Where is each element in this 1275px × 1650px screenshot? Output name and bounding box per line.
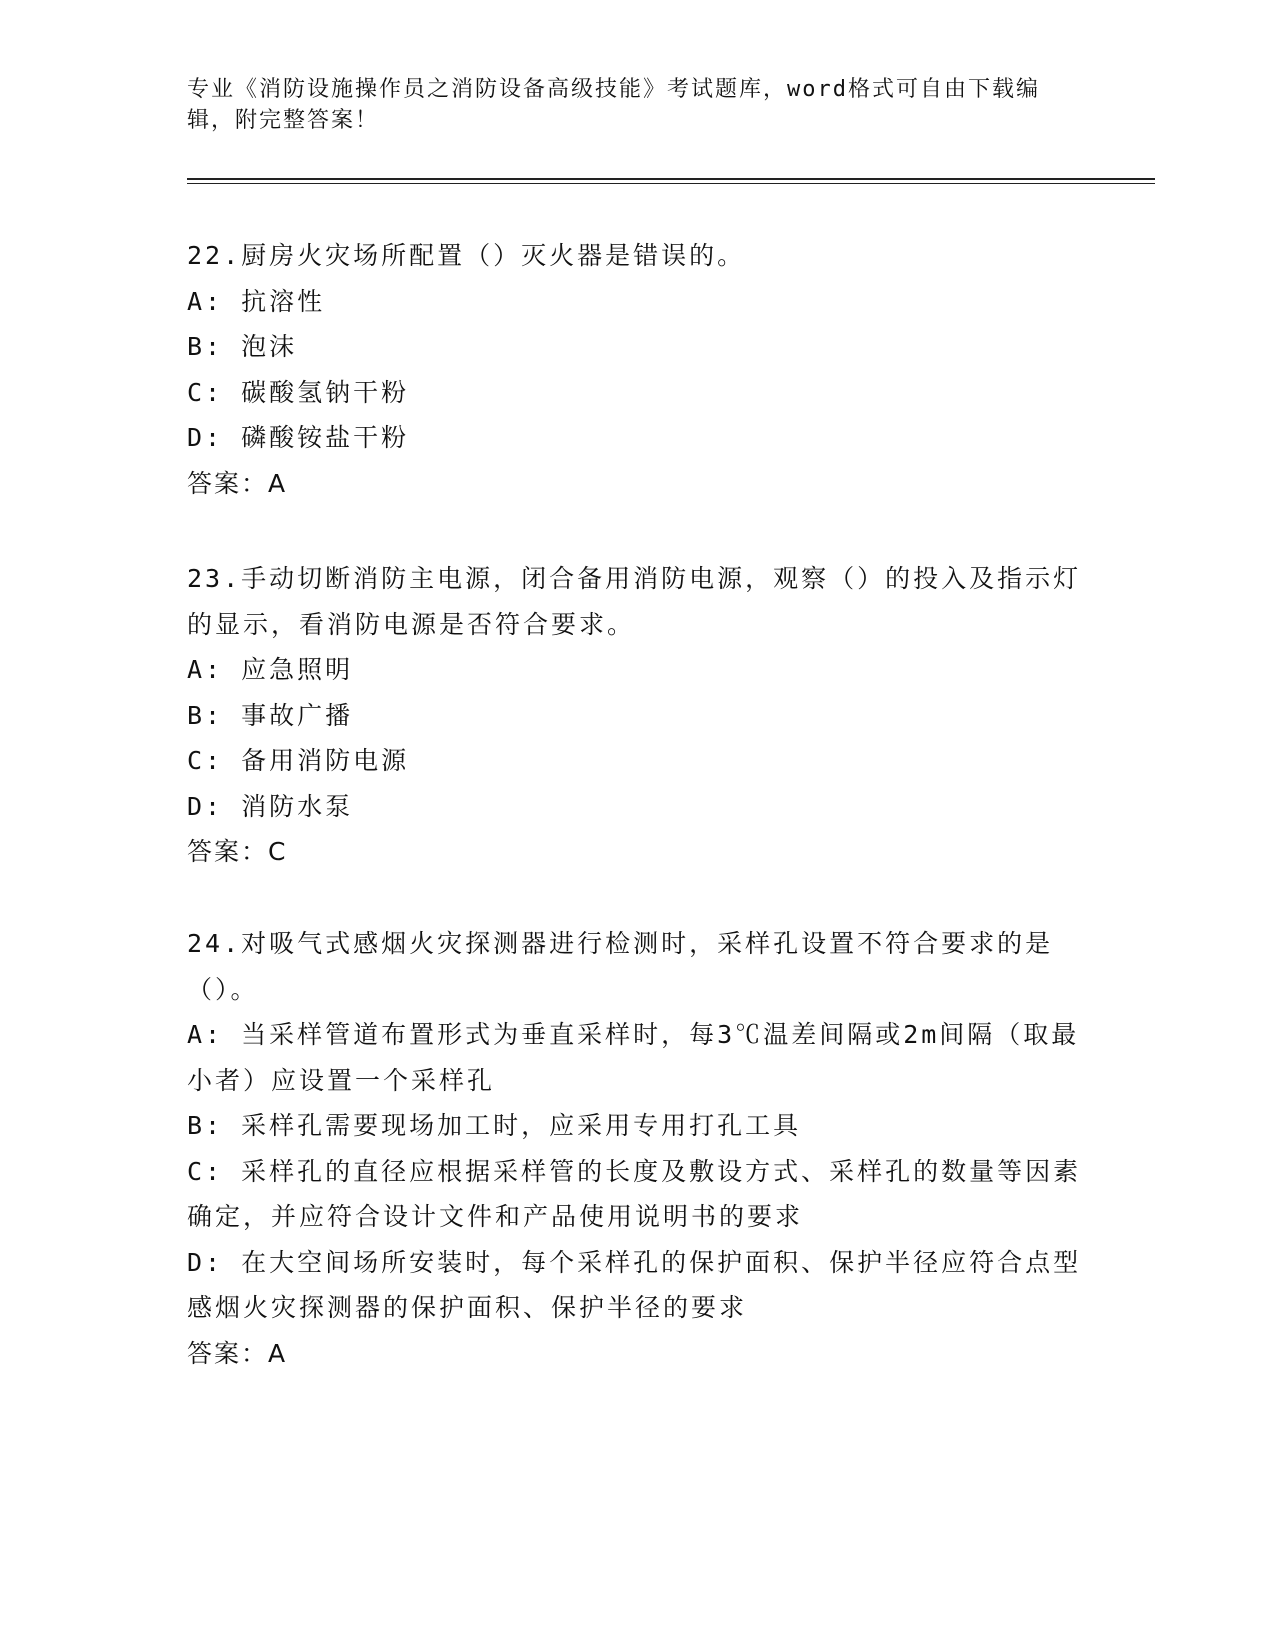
option-d: D: 消防水泵 (187, 791, 354, 821)
header-divider-thick (187, 178, 1155, 180)
answer-line: 答案：A (187, 1338, 288, 1368)
option-b: B: 事故广播 (187, 700, 354, 730)
option-a: A: 应急照明 (187, 655, 354, 684)
option-d: D: 磷酸铵盐干粉 (187, 423, 410, 452)
question-24 (187, 921, 1087, 1376)
question-23 (187, 556, 1087, 875)
option-d: D: 在大空间场所安装时，每个采样孔的保护面积、保护半径应符合点型感烟火灾探测器的保护面积、保护半径的要求 (187, 1247, 1082, 1322)
question-stem: 24.对吸气式感烟火灾探测器进行检测时，采样孔设置不符合要求的是（）。 (187, 929, 1054, 1004)
document-header: 专业《消防设施操作员之消防设备高级技能》考试题库，word格式可自由下载编辑，附完整答案！ (187, 77, 1040, 133)
question-22 (187, 233, 1087, 506)
answer-line: 答案：C (187, 837, 288, 866)
answer-line: 答案：A (187, 468, 288, 498)
question-stem: 22.厨房火灾场所配置（）灭火器是错误的。 (187, 241, 746, 270)
option-a: A: 当采样管道布置形式为垂直采样时，每3℃温差间隔或2m间隔（取最小者）应设置一个采样孔 (187, 1020, 1080, 1095)
option-b: B: 采样孔需要现场加工时，应采用专用打孔工具 (187, 1111, 802, 1140)
option-c: C: 备用消防电源 (187, 746, 410, 775)
option-c: C: 采样孔的直径应根据采样管的长度及敷设方式、采样孔的数量等因素确定，并应符合设计文件和产品使用说明书的要求 (187, 1156, 1082, 1231)
question-stem: 23.手动切断消防主电源，闭合备用消防电源，观察（）的投入及指示灯的显示，看消防电源是否符合要求。 (187, 564, 1082, 639)
option-c: C: 碳酸氢钠干粉 (187, 377, 410, 407)
option-b: B: 泡沫 (187, 332, 298, 361)
option-a: A: 抗溶性 (187, 286, 326, 316)
header-divider-thin (187, 183, 1155, 184)
